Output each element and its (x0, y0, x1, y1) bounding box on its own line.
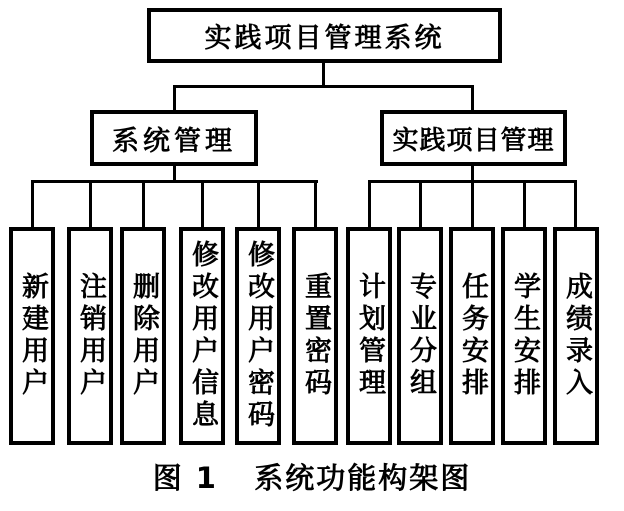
connector-left-leaf-drop (142, 180, 145, 229)
connector-left-bus (31, 180, 318, 183)
leaf-node-create-user: 新建用户 (9, 227, 55, 445)
leaf-node-deactivate-user: 注销用户 (67, 227, 113, 445)
connector-right-leaf-drop (368, 180, 371, 229)
branch-node-practice-project-management-label: 实践项目管理 (392, 125, 555, 156)
branch-node-system-management (90, 110, 258, 166)
connector-level1-bus (173, 85, 474, 88)
connector-right-leaf-drop (419, 180, 422, 229)
leaf-node-edit-user-info: 修改用户信息 (179, 227, 225, 445)
connector-right-leaf-drop (471, 180, 474, 229)
branch-node-system-management-label: 系统管理 (112, 125, 236, 157)
leaf-node-plan-management: 计划管理 (346, 227, 392, 445)
root-node (147, 8, 502, 63)
connector-left-leaf-drop (31, 180, 34, 229)
connector-right-leaf-drop (574, 180, 577, 229)
connector-left-leaf-drop (257, 180, 260, 229)
connector-drop-practice-project (471, 85, 474, 112)
connector-left-leaf-drop (314, 180, 317, 229)
leaf-node-edit-user-password: 修改用户密码 (235, 227, 281, 445)
leaf-node-student-assignment: 学生安排 (501, 227, 547, 445)
leaf-node-major-grouping: 专业分组 (397, 227, 443, 445)
branch-node-practice-project-management (380, 110, 567, 166)
leaf-node-task-assignment: 任务安排 (449, 227, 495, 445)
connector-left-leaf-drop (89, 180, 92, 229)
leaf-node-delete-user: 删除用户 (120, 227, 166, 445)
connector-right-leaf-drop (523, 180, 526, 229)
connector-left-leaf-drop (201, 180, 204, 229)
leaf-node-grade-entry: 成绩录入 (553, 227, 599, 445)
root-node-label: 实践项目管理系统 (204, 23, 445, 54)
figure-caption: 图 1 系统功能构架图 (152, 461, 472, 495)
leaf-node-reset-password: 重置密码 (292, 227, 338, 445)
connector-drop-system-management (173, 85, 176, 112)
